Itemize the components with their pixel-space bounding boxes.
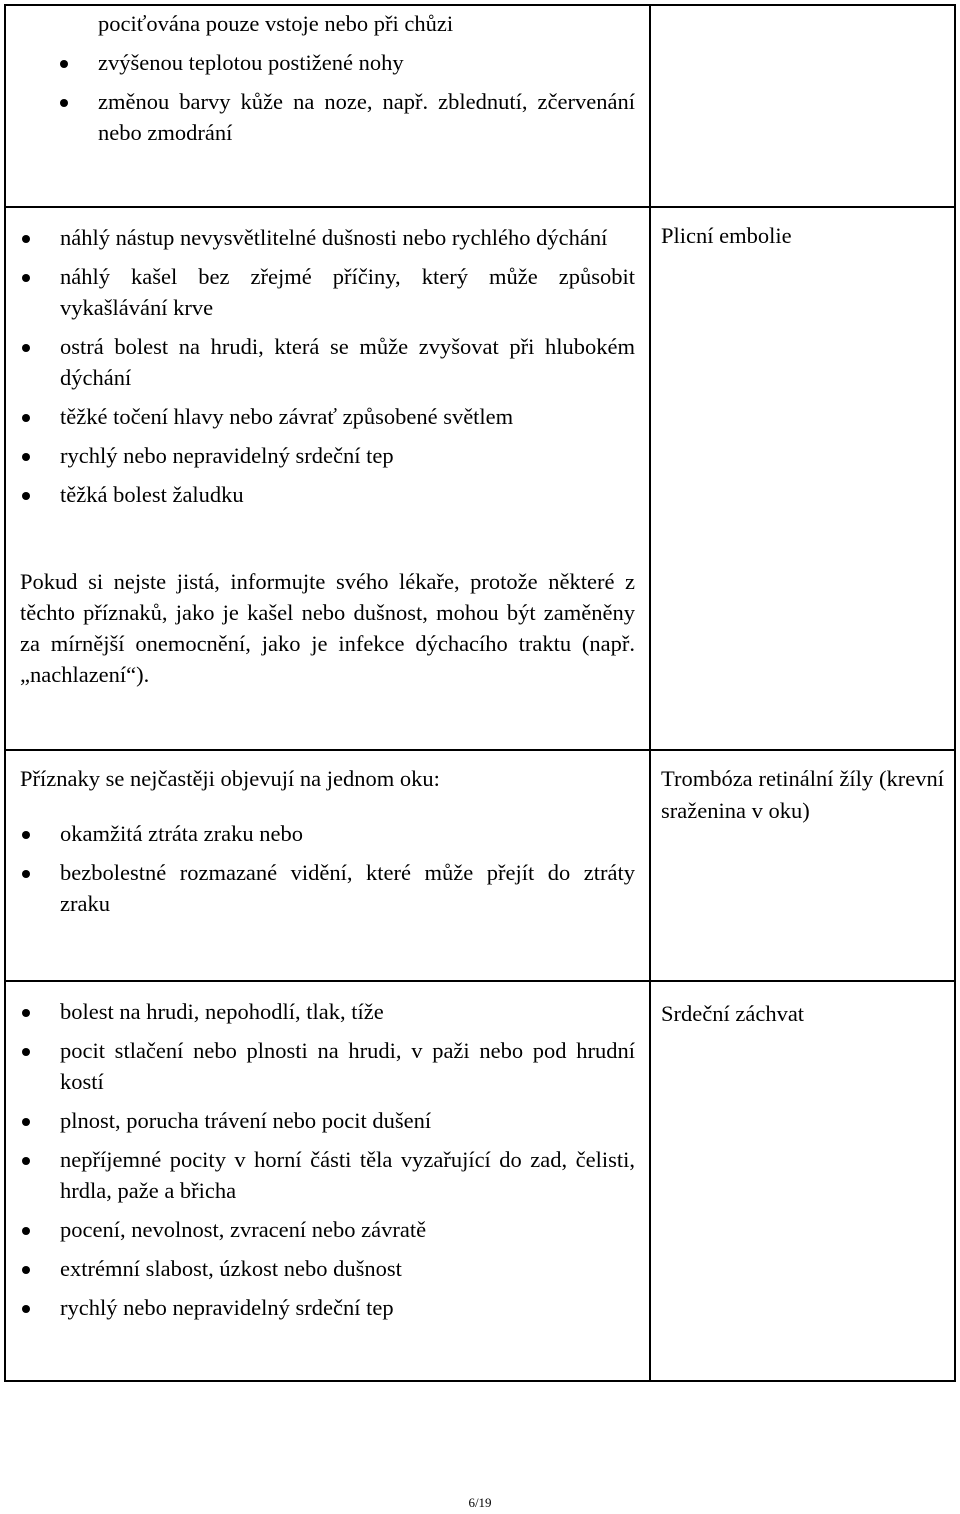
symptom-list [20,47,635,148]
intro-text: Příznaky se nejčastěji objevují na jednom oku: [20,766,440,791]
list-item: ostrá bolest na hrudi, která se může zvyšovat při hlubokém dýchání [20,331,635,393]
continued-text: pociťována pouze vstoje nebo při chůzi [98,11,454,36]
list-item: nepříjemné pocity v horní části těla vyzařující do zad, čelisti, hrdla, paže a břicha [20,1144,635,1206]
symptoms-cell [6,751,651,980]
symptoms-cell [6,208,651,749]
list-item: zvýšenou teplotou postižené nohy [58,47,635,78]
symptom-list [20,818,635,919]
list-item: plnost, porucha trávení nebo pocit dušení [20,1105,635,1136]
table-row [6,980,954,1380]
condition-cell: Plicní embolie [661,223,792,248]
condition-cell: Trombóza retinální žíly (krevní sraženina v oku) [661,766,944,823]
condition-cell [651,6,954,206]
symptoms-cell [6,982,651,1380]
list-item: těžká bolest žaludku [20,479,635,510]
list-item: těžké točení hlavy nebo závrať způsobené světlem [20,401,635,432]
list-item: bolest na hrudi, nepohodlí, tlak, tíže [20,996,635,1027]
symptoms-table [4,4,956,1382]
table-row [6,749,954,980]
page-number: 6/19 [468,1495,492,1510]
table-row [6,206,954,749]
list-item: změnou barvy kůže na noze, např. zblednutí, zčervenání nebo zmodrání [58,86,635,148]
note-paragraph: Pokud si nejste jistá, informujte svého lékaře, protože některé z těchto příznaků, jako je kašel nebo dušnost, mohou být zaměněny za mírnější onemocnění, jako je infekce dýchacího traktu (např. „nachlazení“). [20,569,635,687]
list-item: pocit stlačení nebo plnosti na hrudi, v paži nebo pod hrudní kostí [20,1035,635,1097]
list-item: okamžitá ztráta zraku nebo [20,818,635,849]
list-item: bezbolestné rozmazané vidění, které může přejít do ztráty zraku [20,857,635,919]
list-item: rychlý nebo nepravidelný srdeční tep [20,440,635,471]
symptom-list [20,996,635,1323]
list-item: náhlý kašel bez zřejmé příčiny, který může způsobit vykašlávání krve [20,261,635,323]
list-item: rychlý nebo nepravidelný srdeční tep [20,1292,635,1323]
list-item: extrémní slabost, úzkost nebo dušnost [20,1253,635,1284]
table-row [6,6,954,206]
symptom-list [20,222,635,510]
symptoms-cell [6,6,651,206]
list-item: náhlý nástup nevysvětlitelné dušnosti nebo rychlého dýchání [20,222,635,253]
condition-cell: Srdeční záchvat [661,1001,805,1026]
list-item: pocení, nevolnost, zvracení nebo závratě [20,1214,635,1245]
